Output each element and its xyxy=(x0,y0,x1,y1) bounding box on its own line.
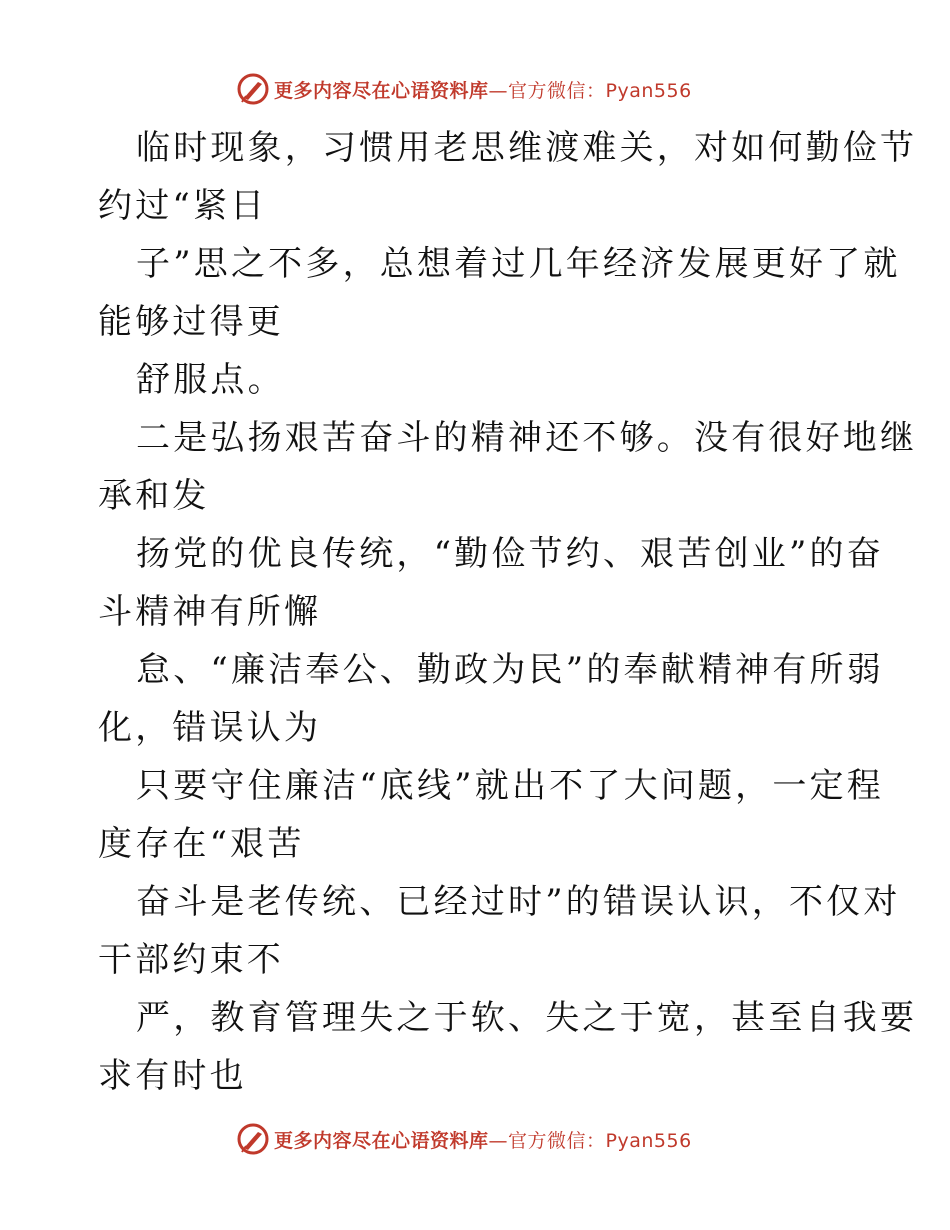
body-line: 斗精神有所懈 xyxy=(98,592,322,632)
body-line: 临时现象，习惯用老思维渡难关，对如何勤俭节 xyxy=(136,128,918,168)
body-line: 舒服点。 xyxy=(136,360,285,400)
banner-separator: — xyxy=(488,1129,509,1152)
banner-brand-text: 更多内容尽在心语资料库 xyxy=(274,79,489,102)
body-line: 怠、“廉洁奉公、勤政为民”的奉献精神有所弱 xyxy=(136,650,884,690)
banner-wechat-label: 官方微信： xyxy=(508,1129,606,1152)
quill-logo-icon xyxy=(236,72,270,106)
body-line: 化，错误认为 xyxy=(98,708,322,748)
footer-banner xyxy=(236,1122,692,1156)
body-line: 约过“紧日 xyxy=(98,186,268,226)
body-line: 求有时也 xyxy=(98,1056,247,1096)
banner-wechat-id: Pyan556 xyxy=(605,1129,692,1152)
body-line: 二是弘扬艰苦奋斗的精神还不够。没有很好地继 xyxy=(136,418,918,458)
quill-logo-icon xyxy=(236,1122,270,1156)
body-line: 承和发 xyxy=(98,476,210,516)
banner-wechat-label: 官方微信： xyxy=(508,79,606,102)
banner-wechat-id: Pyan556 xyxy=(605,79,692,102)
body-line: 严，教育管理失之于软、失之于宽，甚至自我要 xyxy=(136,998,918,1038)
header-banner xyxy=(236,72,692,106)
banner-text xyxy=(274,76,692,103)
body-line: 度存在“艰苦 xyxy=(98,824,305,864)
body-line: 子”思之不多，总想着过几年经济发展更好了就 xyxy=(136,244,901,284)
banner-text xyxy=(274,1126,692,1153)
body-line: 只要守住廉洁“底线”就出不了大问题，一定程 xyxy=(136,766,884,806)
banner-separator: — xyxy=(488,79,509,102)
body-line: 奋斗是老传统、已经过时”的错误认识，不仅对 xyxy=(136,882,901,922)
body-line: 能够过得更 xyxy=(98,302,284,342)
body-line: 干部约束不 xyxy=(98,940,284,980)
banner-brand-text: 更多内容尽在心语资料库 xyxy=(274,1129,489,1152)
body-line: 扬党的优良传统，“勤俭节约、艰苦创业”的奋 xyxy=(136,534,884,574)
